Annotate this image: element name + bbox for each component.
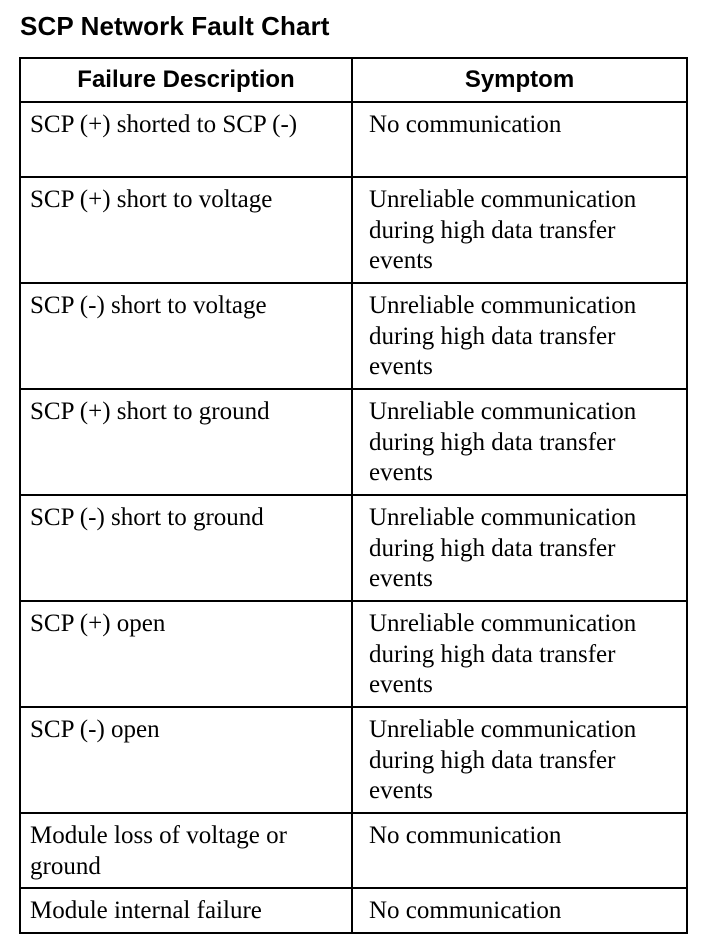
- symptom-cell: Unreliable communication during high data transfer events: [352, 389, 687, 495]
- failure-cell: SCP (+) short to ground: [20, 389, 352, 495]
- header-symptom: Symptom: [352, 58, 687, 102]
- table-header-row: [20, 58, 687, 102]
- table-row: [20, 888, 687, 933]
- page-title: SCP Network Fault Chart: [20, 11, 330, 41]
- table-row: [20, 102, 687, 177]
- symptom-cell: No communication: [352, 813, 687, 888]
- header-failure-description: Failure Description: [20, 58, 352, 102]
- symptom-cell: Unreliable communication during high data transfer events: [352, 177, 687, 283]
- symptom-cell: No communication: [352, 888, 687, 933]
- symptom-cell: Unreliable communication during high data transfer events: [352, 283, 687, 389]
- table-row: [20, 389, 687, 495]
- symptom-cell: Unreliable communication during high data transfer events: [352, 495, 687, 601]
- fault-table: [19, 57, 688, 934]
- table-row: [20, 283, 687, 389]
- table-row: [20, 177, 687, 283]
- symptom-cell: No communication: [352, 102, 687, 177]
- failure-cell: Module internal failure: [20, 888, 352, 933]
- failure-cell: Module loss of voltage or ground: [20, 813, 352, 888]
- table-row: [20, 707, 687, 813]
- failure-cell: SCP (+) open: [20, 601, 352, 707]
- failure-cell: SCP (+) shorted to SCP (-): [20, 102, 352, 177]
- symptom-cell: Unreliable communication during high data transfer events: [352, 601, 687, 707]
- failure-cell: SCP (-) short to voltage: [20, 283, 352, 389]
- table-row: [20, 601, 687, 707]
- failure-cell: SCP (-) open: [20, 707, 352, 813]
- table-row: [20, 813, 687, 888]
- symptom-cell: Unreliable communication during high data transfer events: [352, 707, 687, 813]
- failure-cell: SCP (-) short to ground: [20, 495, 352, 601]
- table-row: [20, 495, 687, 601]
- failure-cell: SCP (+) short to voltage: [20, 177, 352, 283]
